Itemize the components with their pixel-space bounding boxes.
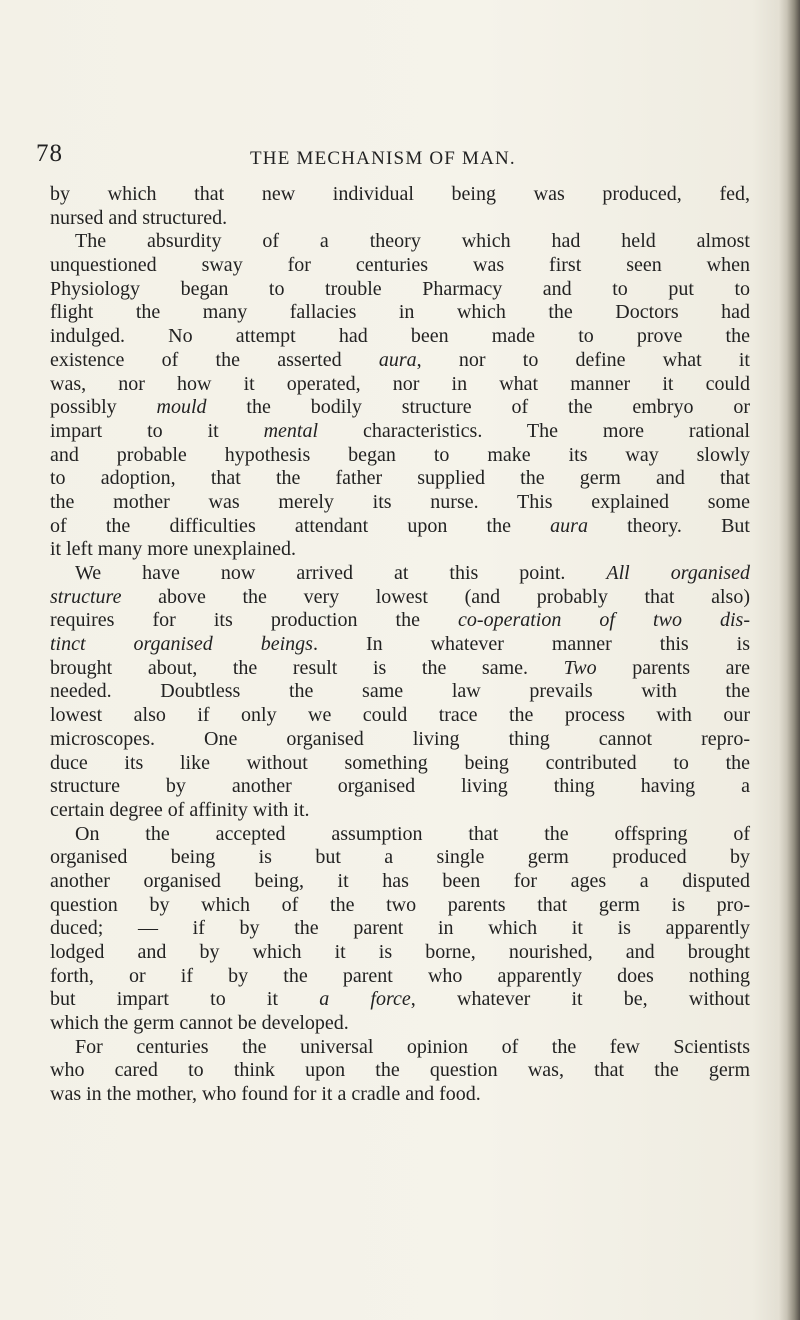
italic-text: aura [378, 348, 417, 371]
page-binding-edge [778, 0, 800, 1320]
italic-text: co-operation of two dis- [458, 609, 751, 632]
text-segment: Physiology began to trouble Pharmacy and to put to [50, 277, 750, 300]
text-segment: but impart to it [50, 988, 320, 1011]
text-line [50, 183, 750, 207]
text-line [50, 586, 750, 610]
text-segment: duce its like without something being contributed to the [50, 751, 750, 774]
text-segment: the bodily structure of the embryo or [206, 396, 750, 419]
text-segment: brought about, the result is the same. [50, 656, 564, 679]
text-segment: On the accepted assumption that the offspring of [75, 822, 750, 845]
text-line [50, 491, 750, 515]
text-line [50, 799, 750, 823]
text-segment: which the germ cannot be developed. [50, 1012, 349, 1035]
text-line [50, 207, 750, 231]
text-segment: by which that new individual being was produced, fed, [50, 183, 750, 205]
text-line [50, 230, 750, 254]
text-segment: We have now arrived at this point. [75, 562, 607, 584]
italic-text: tinct organised beings [50, 633, 313, 656]
text-segment: impart to it [50, 419, 264, 442]
text-segment: who cared to think upon the question was, that the germ [50, 1059, 750, 1082]
text-segment: of the difficulties attendant upon the [50, 514, 551, 537]
text-line [50, 917, 750, 941]
italic-text: Two [563, 656, 597, 679]
text-line [50, 965, 750, 989]
text-line [50, 373, 750, 397]
text-segment: was, nor how it operated, nor in what manner it could [50, 372, 750, 395]
text-segment: For centuries the universal opinion of the few Scientists [75, 1035, 750, 1058]
text-segment: the mother was merely its nurse. This explained some [50, 490, 750, 513]
text-line [50, 420, 750, 444]
text-segment: needed. Doubtless the same law prevails with the [50, 680, 750, 703]
text-segment: forth, or if by the parent who apparently does nothing [50, 964, 750, 987]
text-segment: . In whatever manner this is [312, 633, 750, 656]
text-segment: was in the mother, who found for it a cradle and food. [50, 1083, 481, 1106]
text-line [50, 1036, 750, 1060]
text-segment: parents are [596, 656, 751, 679]
body-text [50, 183, 750, 1107]
text-line [50, 680, 750, 704]
text-segment: lowest also if only we could trace the process with our [50, 704, 750, 727]
text-line [50, 278, 750, 302]
text-segment: to adoption, that the father supplied the germ and that [50, 467, 750, 490]
text-segment: certain degree of affinity with it. [50, 798, 310, 821]
text-line [50, 609, 750, 633]
text-segment: and probable hypothesis began to make its way slowly [50, 443, 750, 466]
text-line [50, 633, 750, 657]
text-line [50, 988, 750, 1012]
text-line [50, 894, 750, 918]
text-segment: requires for its production the [50, 609, 459, 632]
text-segment: question by which of the two parents that germ is pro- [50, 893, 750, 916]
text-line [50, 467, 750, 491]
italic-text: mental [263, 419, 319, 442]
text-line [50, 941, 750, 965]
text-segment: above the very lowest (and probably that also) [121, 585, 750, 608]
text-segment: unquestioned sway for centuries was first seen when [50, 254, 750, 277]
text-line [50, 444, 750, 468]
text-line [50, 349, 750, 373]
page-number: 78 [36, 140, 63, 167]
running-title: THE MECHANISM OF MAN. [250, 148, 516, 169]
text-segment: lodged and by which it is borne, nourished, and brought [50, 941, 750, 963]
text-line [50, 515, 750, 539]
text-line [50, 728, 750, 752]
text-line [50, 1083, 750, 1107]
text-segment: organised being is but a single germ produced by [50, 846, 750, 869]
text-line [50, 870, 750, 894]
text-line [50, 775, 750, 799]
text-line [50, 1012, 750, 1036]
text-line [50, 846, 750, 870]
text-segment: , whatever it be, without [410, 988, 750, 1011]
text-segment: characteristics. The more rational [318, 419, 750, 442]
italic-text: a force [319, 988, 411, 1011]
text-line [50, 396, 750, 420]
text-segment: nursed and structured. [50, 206, 228, 229]
text-line [50, 325, 750, 349]
text-line [50, 704, 750, 728]
text-line [50, 538, 750, 562]
text-segment: duced; — if by the parent in which it is apparently [50, 917, 750, 940]
text-segment: microscopes. One organised living thing cannot repro- [50, 727, 750, 750]
text-segment: structure by another organised living thing having a [50, 775, 750, 798]
text-segment: existence of the asserted [50, 348, 379, 371]
text-line [50, 301, 750, 325]
italic-text: aura [550, 514, 588, 537]
text-segment: The absurdity of a theory which had held almost [75, 230, 750, 253]
text-segment: indulged. No attempt had been made to prove the [50, 325, 750, 348]
italic-text: structure [50, 585, 122, 608]
italic-text: mould [156, 396, 207, 419]
text-segment: possibly [50, 396, 157, 419]
italic-text: All organised [606, 562, 750, 584]
text-line [50, 657, 750, 681]
text-line [50, 254, 750, 278]
text-line [50, 1059, 750, 1083]
text-segment: flight the many fallacies in which the Doctors had [50, 301, 750, 324]
text-line [50, 562, 750, 586]
text-segment: another organised being, it has been for ages a disputed [50, 869, 750, 892]
text-segment: it left many more unexplained. [50, 538, 297, 561]
text-line [50, 752, 750, 776]
text-line [50, 823, 750, 847]
text-segment: theory. But [587, 514, 750, 537]
text-segment: , nor to define what it [416, 348, 750, 371]
